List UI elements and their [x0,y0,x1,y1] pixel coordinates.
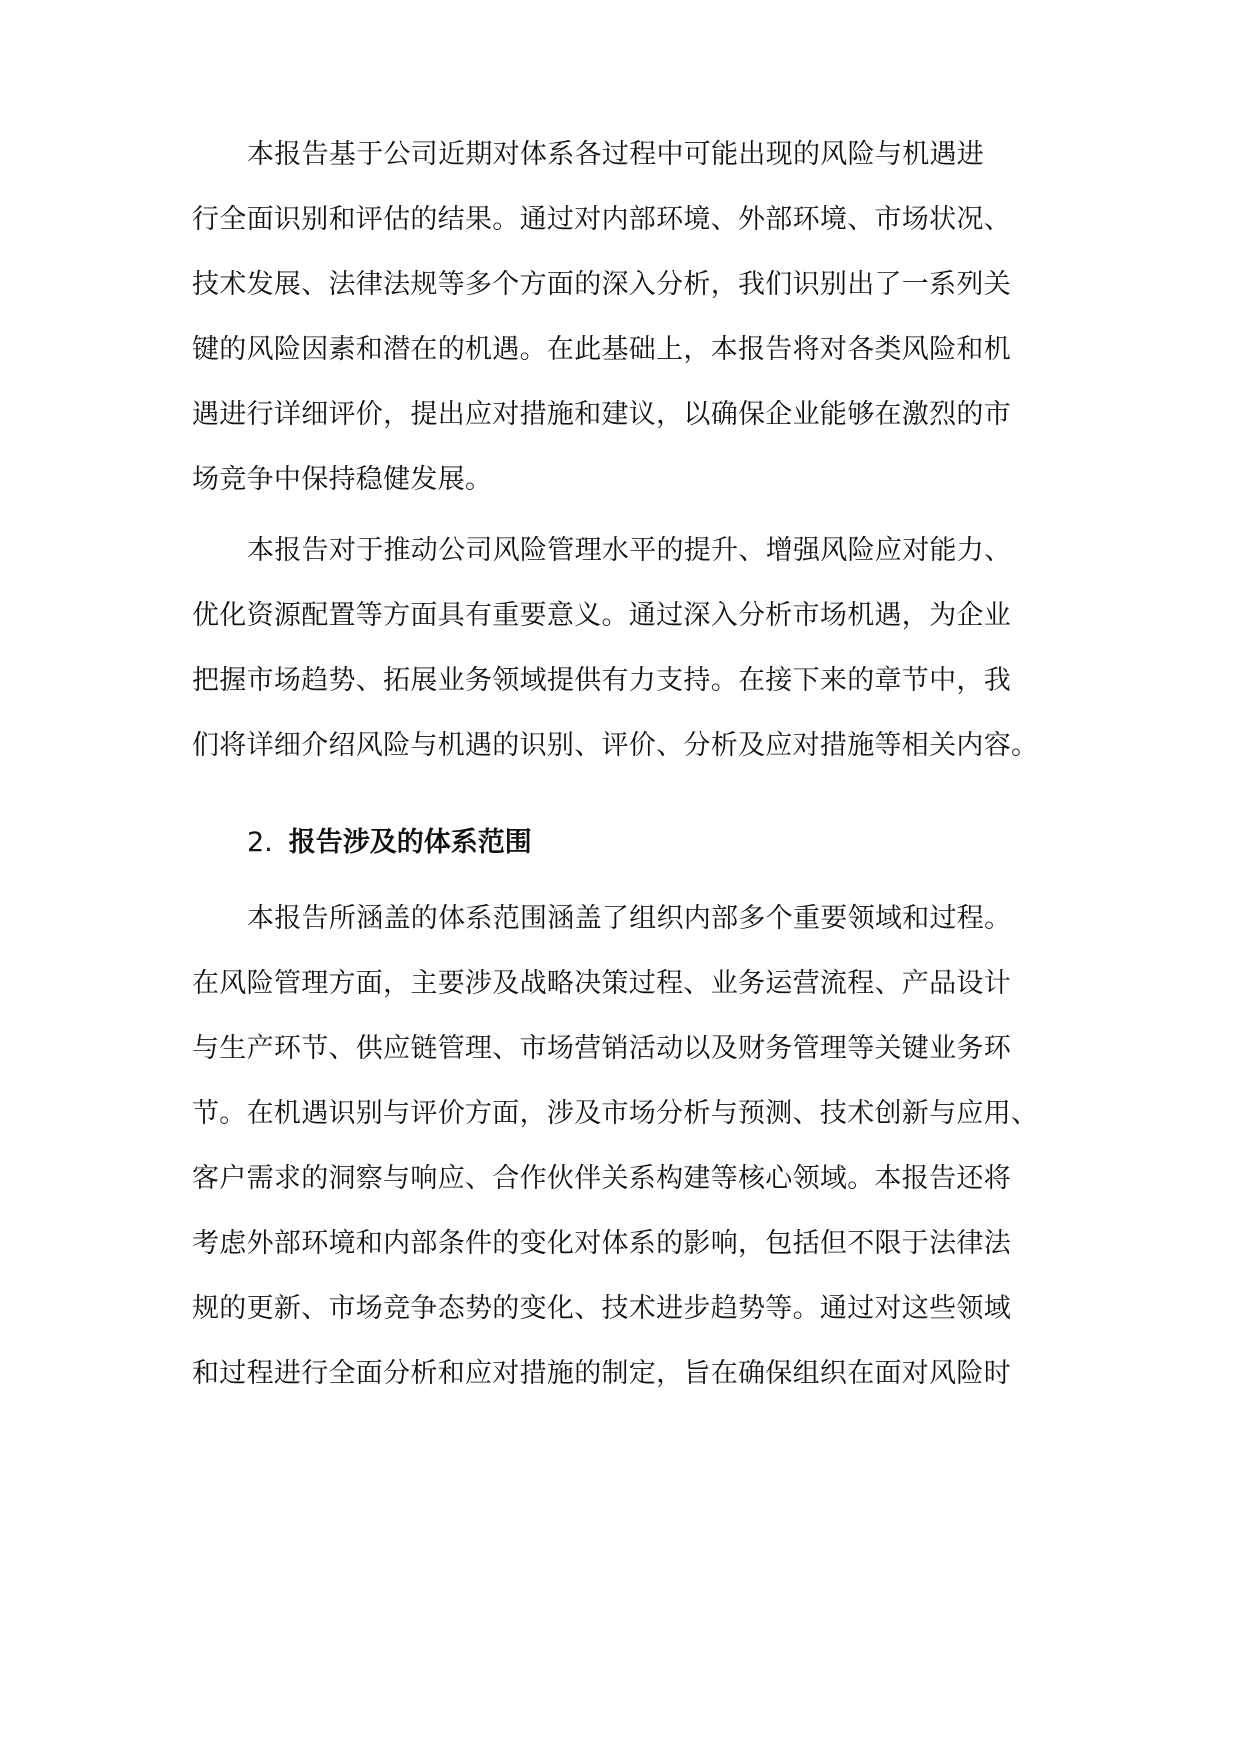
paragraph-3-line-3: 与生产环节、供应链管理、市场营销活动以及财务管理等关键业务环 [192,1033,1011,1064]
paragraph-1-line-4: 键的风险因素和潜在的机遇。在此基础上，本报告将对各类风险和机 [192,334,1011,365]
paragraph-1-line-1: 本报告基于公司近期对体系各过程中可能出现的风险与机遇进 [247,139,985,170]
paragraph-3-line-8: 和过程进行全面分析和应对措施的制定，旨在确保组织在面对风险时 [192,1358,1011,1389]
paragraph-2-line-4: 们将详细介绍风险与机遇的识别、评价、分析及应对措施等相关内容。 [192,730,1039,761]
paragraph-3-line-5: 客户需求的洞察与响应、合作伙伴关系构建等核心领域。本报告还将 [192,1163,1011,1194]
paragraph-3-line-2: 在风险管理方面，主要涉及战略决策过程、业务运营流程、产品设计 [192,968,1011,999]
paragraph-1-line-6: 场竞争中保持稳健发展。 [192,464,493,495]
paragraph-1-line-2: 行全面识别和评估的结果。通过对内部环境、外部环境、市场状况、 [192,204,1011,235]
paragraph-3-line-7: 规的更新、市场竞争态势的变化、技术进步趋势等。通过对这些领域 [192,1293,1011,1324]
paragraph-3-line-6: 考虑外部环境和内部条件的变化对体系的影响，包括但不限于法律法 [192,1228,1011,1259]
paragraph-2-line-3: 把握市场趋势、拓展业务领域提供有力支持。在接下来的章节中，我 [192,665,1011,696]
paragraph-2-line-1: 本报告对于推动公司风险管理水平的提升、增强风险应对能力、 [247,535,1012,566]
section-title: 报告涉及的体系范围 [288,827,532,858]
paragraph-3-line-4: 节。在机遇识别与评价方面，涉及市场分析与预测、技术创新与应用、 [192,1098,1039,1129]
section-number: 2. [247,827,273,858]
paragraph-3-line-1: 本报告所涵盖的体系范围涵盖了组织内部多个重要领域和过程。 [247,903,1012,934]
paragraph-2-line-2: 优化资源配置等方面具有重要意义。通过深入分析市场机遇，为企业 [192,600,1011,631]
section-heading [247,827,532,859]
paragraph-1-line-3: 技术发展、法律法规等多个方面的深入分析，我们识别出了一系列关 [192,269,1011,300]
paragraph-1-line-5: 遇进行详细评价，提出应对措施和建议，以确保企业能够在激烈的市 [192,399,1011,430]
